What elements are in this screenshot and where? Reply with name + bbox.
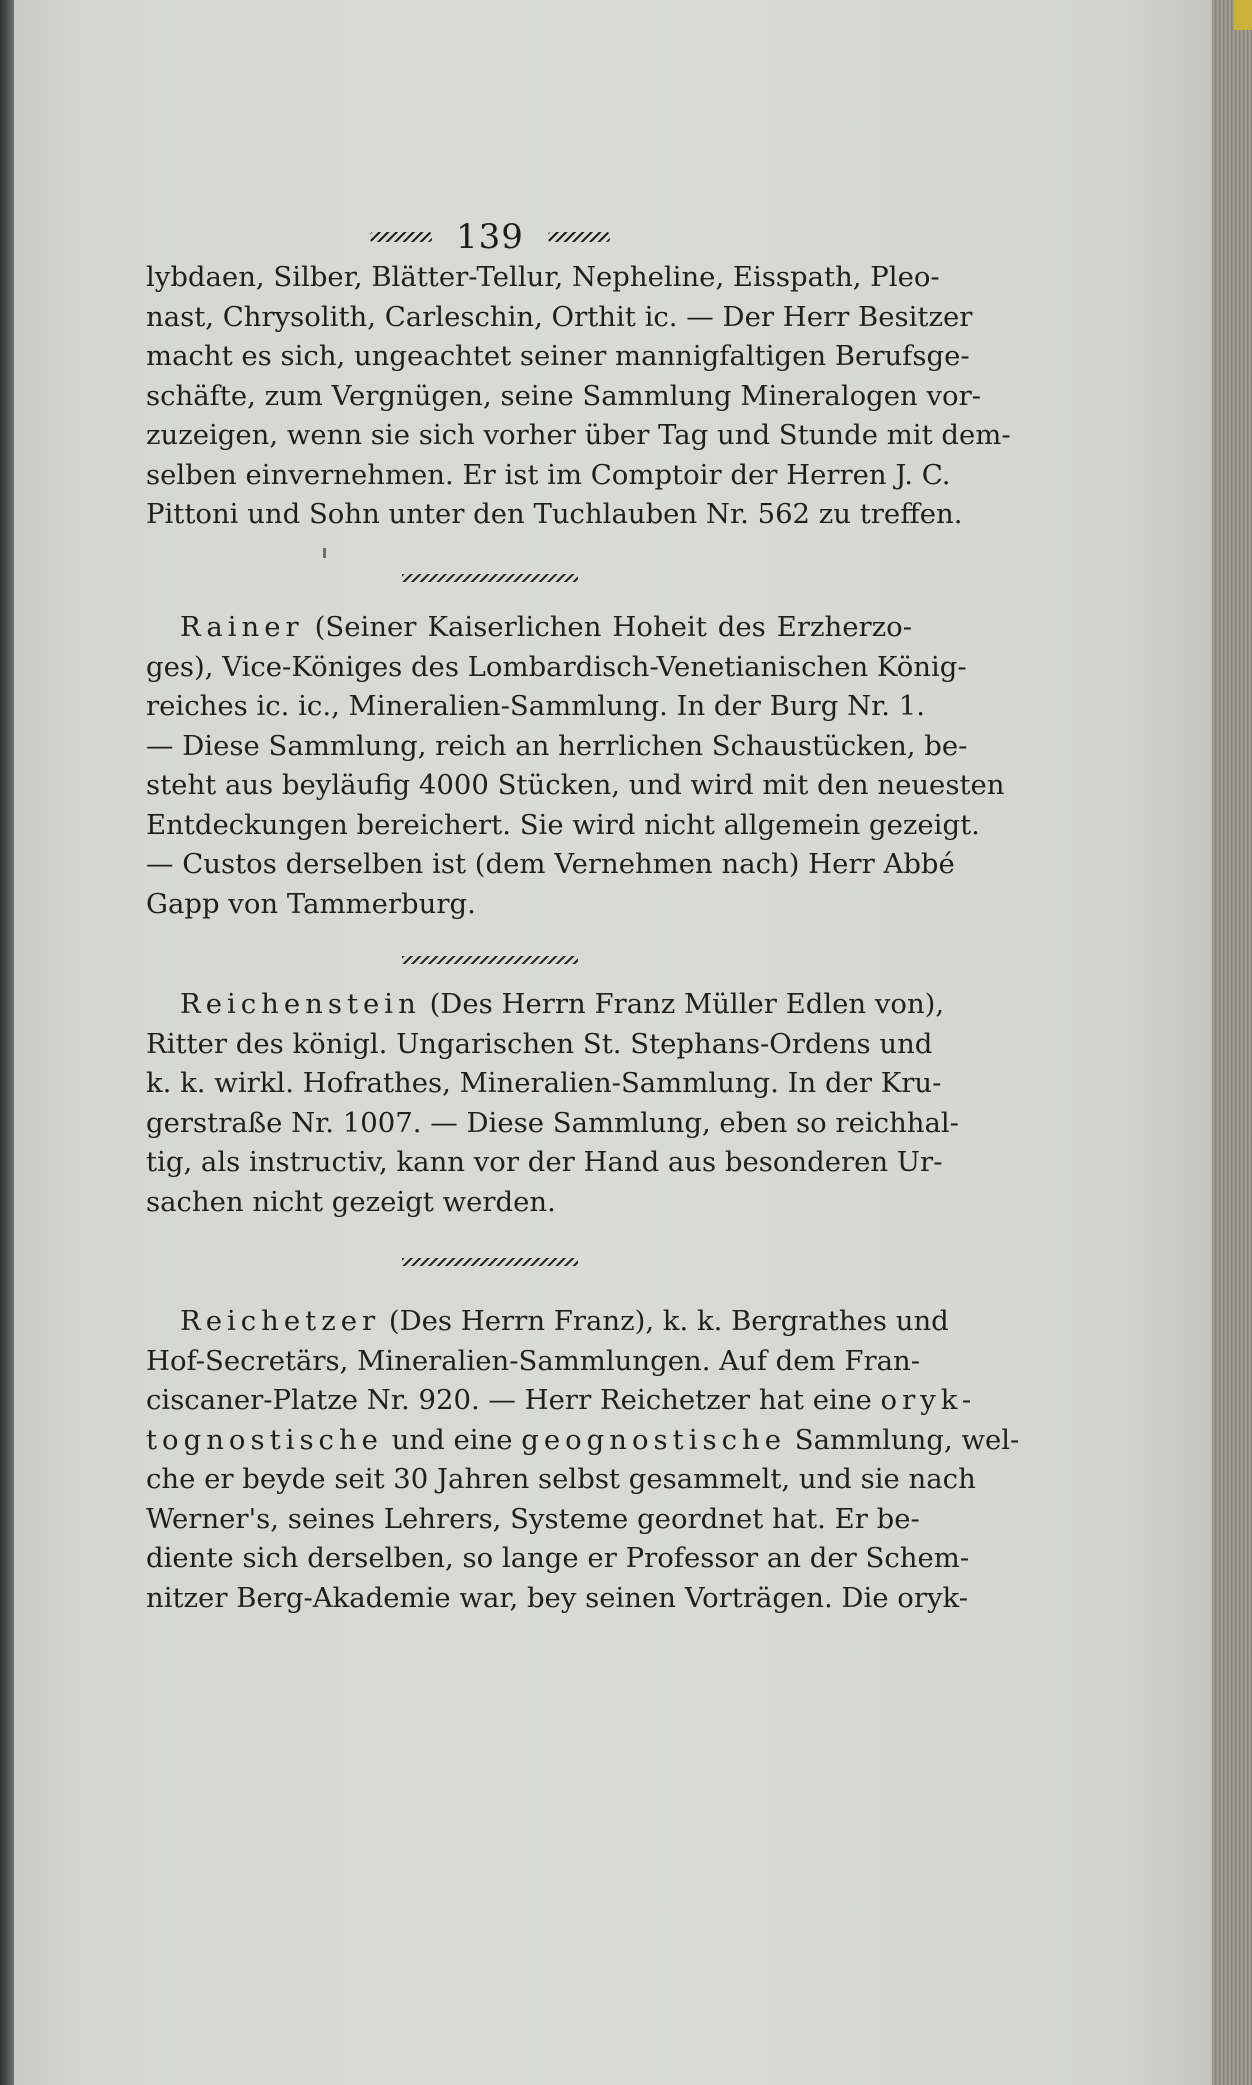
text-line: k. k. wirkl. Hofrathes, Mineralien-Sammlung. In der Kru- bbox=[146, 1067, 942, 1099]
emphasized-term: geognostische bbox=[521, 1423, 787, 1456]
paragraph-continuation bbox=[146, 258, 1011, 535]
header-ornament-left bbox=[370, 232, 432, 242]
text-line: nitzer Berg-Akademie war, bey seinen Vorträgen. Die oryk- bbox=[146, 1581, 969, 1614]
text-line: lybdaen, Silber, Blätter-Tellur, Nepheline, Eisspath, Pleo- bbox=[146, 261, 940, 293]
text-run: und eine bbox=[382, 1423, 522, 1456]
entry-first-line bbox=[146, 1302, 949, 1342]
text-line: — Diese Sammlung, reich an herrlichen Schaustücken, be- bbox=[146, 729, 968, 762]
section-divider bbox=[402, 956, 578, 964]
page-number: 139 bbox=[456, 217, 524, 257]
page-edges bbox=[1212, 0, 1252, 2085]
text-line: steht aus beyläufig 4000 Stücken, und wird mit den neuesten bbox=[146, 769, 1005, 801]
text-line: sachen nicht gezeigt werden. bbox=[146, 1185, 556, 1218]
text-line: — Custos derselben ist (dem Vernehmen nach) Herr Abbé bbox=[146, 848, 955, 880]
text-line: diente sich derselben, so lange er Professor an der Schem- bbox=[146, 1542, 970, 1574]
text-line: zuzeigen, wenn sie sich vorher über Tag und Stunde mit dem- bbox=[146, 419, 1011, 451]
entry-name: Reichetzer bbox=[180, 1305, 381, 1337]
text-line: tig, als instructiv, kann vor der Hand aus besonderen Ur- bbox=[146, 1146, 943, 1178]
text-line: macht es sich, ungeachtet seiner mannigfaltigen Berufsge- bbox=[146, 340, 970, 372]
bookmark-tab bbox=[1234, 0, 1252, 30]
text-line: reiches ic. ic., Mineralien-Sammlung. In der Burg Nr. 1. bbox=[146, 690, 925, 722]
emphasized-term: oryk- bbox=[880, 1384, 977, 1416]
text-line: ges), Vice-Königes des Lombardisch-Venetianischen König- bbox=[146, 650, 967, 683]
entry-reichenstein bbox=[146, 985, 959, 1222]
text-line bbox=[146, 1381, 977, 1421]
text-line: Pittoni und Sohn unter den Tuchlauben Nr. 562 zu treffen. bbox=[146, 498, 963, 530]
text-line: che er beyde seit 30 Jahren selbst gesammelt, und sie nach bbox=[146, 1463, 976, 1495]
book-gutter bbox=[0, 0, 14, 2085]
text-run: (Des Herrn Franz Müller Edlen von), bbox=[420, 988, 945, 1020]
text-line: schäfte, zum Vergnügen, seine Sammlung Mineralogen vor- bbox=[146, 379, 982, 412]
text-run: (Seiner Kaiserlichen Hoheit des Erzherzo- bbox=[303, 611, 912, 643]
page-header bbox=[360, 212, 620, 262]
text-run: (Des Herrn Franz), k. k. Bergrathes und bbox=[380, 1305, 949, 1337]
entry-reichetzer bbox=[146, 1302, 1020, 1618]
text-line: Werner's, seines Lehrers, Systeme geordnet hat. Er be- bbox=[146, 1502, 920, 1535]
text-run: Sammlung, wel- bbox=[786, 1423, 1020, 1456]
section-divider bbox=[402, 1258, 578, 1266]
text-line: Gapp von Tammerburg. bbox=[146, 887, 476, 920]
section-divider bbox=[402, 574, 578, 582]
entry-name: Reichenstein bbox=[180, 988, 421, 1020]
entry-first-line bbox=[146, 985, 945, 1025]
entry-first-line bbox=[146, 608, 912, 648]
text-line: Hof-Secretärs, Mineralien-Sammlungen. Auf dem Fran- bbox=[146, 1344, 920, 1377]
entry-rainer bbox=[146, 608, 1005, 924]
text-line bbox=[146, 1421, 1020, 1461]
text-line: Ritter des königl. Ungarischen St. Stephans-Ordens und bbox=[146, 1027, 933, 1060]
text-line: Entdeckungen bereichert. Sie wird nicht allgemein gezeigt. bbox=[146, 808, 980, 841]
text-line: nast, Chrysolith, Carleschin, Orthit ic. — Der Herr Besitzer bbox=[146, 300, 973, 333]
text-line: selben einvernehmen. Er ist im Comptoir der Herren J. C. bbox=[146, 458, 951, 491]
emphasized-term: tognostische bbox=[146, 1423, 383, 1456]
text-run: ciscaner-Platze Nr. 920. — Herr Reichetzer hat eine bbox=[146, 1384, 881, 1416]
text-line: gerstraße Nr. 1007. — Diese Sammlung, eben so reichhal- bbox=[146, 1106, 959, 1139]
print-speck bbox=[323, 548, 326, 558]
entry-name: Rainer bbox=[180, 611, 304, 643]
header-ornament-right bbox=[548, 232, 610, 242]
